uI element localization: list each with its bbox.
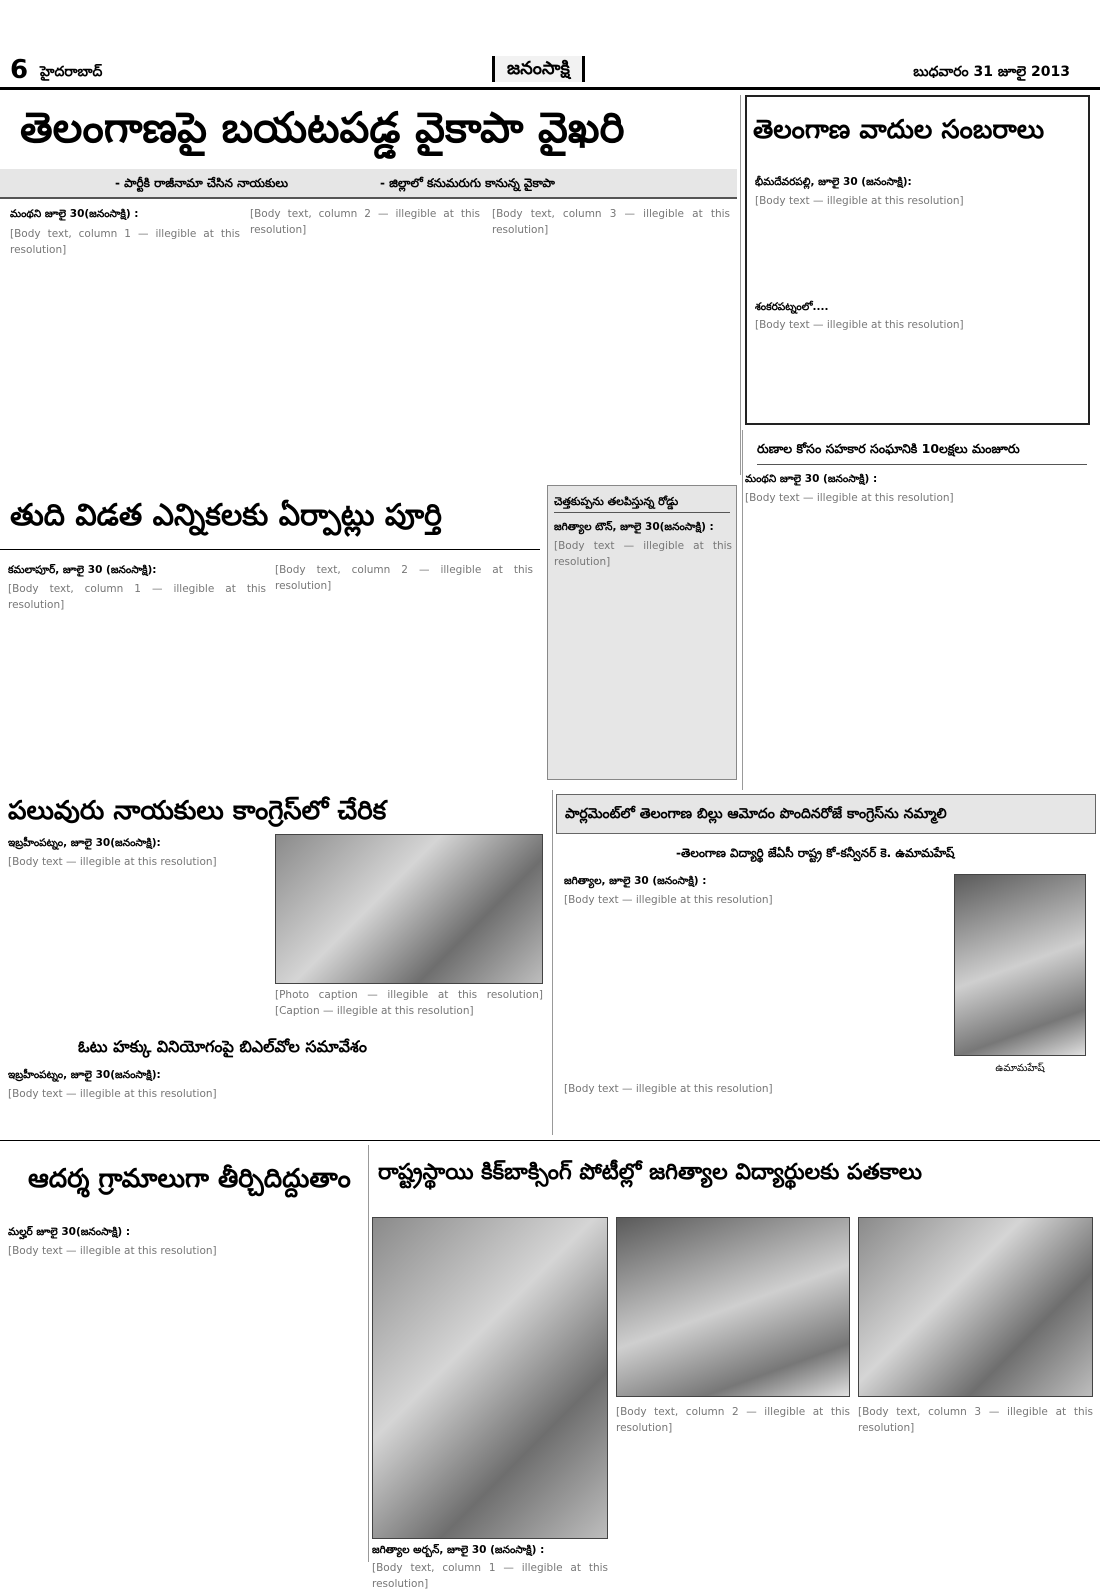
dateline: జగిత్యాల, జూలై 30 (జనంసాక్షి) : (564, 875, 707, 887)
article-body (616, 1405, 850, 1437)
article-body (492, 207, 730, 467)
photo-team (372, 1217, 608, 1539)
article-body (10, 207, 240, 467)
article-body (8, 836, 270, 871)
dateline: జగిత్యాల అర్బన్, జూలై 30 (జనంసాక్షి) : (372, 1544, 545, 1556)
headline: ఓటు హక్కు వినియోగంపై బిఎల్‌వోల సమావేశం (78, 1037, 367, 1056)
section-rule (0, 1140, 1100, 1141)
article-body (372, 1543, 608, 1592)
column-rule (742, 430, 743, 790)
body-paragraph: [Body text — illegible at this resolution] (8, 1087, 217, 1100)
photo-umamahesh (954, 874, 1086, 1056)
subheadline: -తెలంగాణ విద్యార్థి జేఏసీ రాష్ట్ర కో-కన్వీనర్ కె. ఉమామహేష్ (676, 846, 955, 860)
body-column: [Body text, column 3 — illegible at this resolution] (492, 208, 730, 236)
body-column: [Body text, column 2 — illegible at this resolution] (250, 208, 480, 236)
body-column: [Body text, column 1 — illegible at this resolution] (8, 582, 266, 611)
photo-medal-ceremony (616, 1217, 850, 1397)
article-body (275, 563, 533, 595)
body-paragraph: [Body text — illegible at this resolution] (564, 893, 773, 906)
article-congress-joining (0, 790, 548, 1026)
masthead: జనంసాక్షి (492, 56, 585, 82)
article-model-villages (0, 1145, 365, 1562)
dateline: ఇబ్రహీంపట్నం, జూలై 30(జనంసాక్షి): (8, 1069, 161, 1081)
body-paragraph: [Body text — illegible at this resolution] (564, 1083, 773, 1095)
body-column: [Body text, column 1 — illegible at this resolution] (372, 1561, 608, 1590)
photo-caption: ఉమామహేష్ (995, 1063, 1045, 1074)
dateline: కమలాపూర్, జూలై 30 (జనంసాక్షి): (8, 564, 157, 576)
article-celebrations (745, 95, 1090, 425)
headline: తుది విడత ఎన్నికలకు ఏర్పాట్లు పూర్తి (10, 498, 442, 533)
headline: చెత్తకుప్పను తలపిస్తున్న రోడ్డు (554, 492, 730, 513)
photo-caption (275, 988, 543, 1020)
dateline: భీమదేవరపల్లి, జూలై 30 (జనంసాక్షి): (755, 176, 912, 188)
headline: తెలంగాణ వాదుల సంబరాలు (753, 115, 1045, 145)
body-column: [Body text, column 1 — illegible at this resolution] (10, 227, 240, 256)
dateline: మంథని జూలై 30 (జనంసాక్షి) : (745, 473, 878, 485)
body-paragraph: [Body text — illegible at this resolution] (8, 1244, 217, 1257)
photo-officials (858, 1217, 1093, 1397)
article-garbage-road (547, 485, 737, 780)
body-paragraph: [Body text — illegible at this resolution] (745, 491, 954, 504)
article-body (554, 520, 732, 570)
article-body (755, 175, 1083, 334)
page-header (0, 52, 1100, 90)
article-body (745, 472, 1085, 507)
issue-date: బుధవారం 31 జూలై 2013 (913, 64, 1070, 80)
column-rule (368, 1145, 369, 1562)
city-label: హైదరాబాద్ (40, 64, 103, 80)
subheadline-bar (0, 169, 737, 199)
dateline: ఇబ్రహీంపట్నం, జూలై 30(జనంసాక్షి): (8, 837, 161, 849)
headline-rule (0, 549, 540, 550)
article-body (8, 1225, 358, 1260)
body-paragraph: [Body text — illegible at this resolution] (755, 194, 964, 207)
body-column: [Body text, column 3 — illegible at this resolution] (858, 1406, 1093, 1434)
article-body (564, 874, 944, 909)
headline: రాష్ట్రస్థాయి కిక్‌బాక్సింగ్ పోటీల్లో జగిత్యాల విద్యార్థులకు పతకాలు (378, 1160, 923, 1185)
subheadline-1: - పార్టీకి రాజీనామా చేసిన నాయకులు (115, 176, 289, 190)
headline: రుణాల కోసం సహకార సంఘానికి 10లక్షలు మంజూరు (757, 434, 1087, 465)
article-body (564, 1082, 1086, 1098)
headline: పార్లమెంట్‌లో తెలంగాణ బిల్లు ఆమోదం పొందినరోజే కాంగ్రెస్‌ను నమ్మాలి (565, 806, 947, 822)
article-body (8, 563, 266, 613)
article-blo-meeting (0, 1030, 548, 1138)
headline: తెలంగాణపై బయటపడ్డ వైకాపా వైఖరి (20, 103, 625, 152)
dateline: మంథని జూలై 30(జనంసాక్షి) : (10, 208, 139, 220)
column-rule (552, 790, 553, 1135)
body-column: [Body text, column 2 — illegible at this resolution] (616, 1406, 850, 1434)
article-body (250, 207, 480, 467)
dateline: మల్హర్ జూలై 30(జనంసాక్షి) : (8, 1226, 131, 1238)
body-paragraph: [Body text — illegible at this resolution] (554, 539, 732, 568)
headline: ఆదర్శ గ్రామాలుగా తీర్చిదిద్దుతాం (28, 1164, 351, 1194)
page-number: 6 (10, 55, 29, 85)
caption: [Photo caption — illegible at this resolution] (275, 989, 543, 1001)
article-elections (0, 485, 540, 785)
column-rule (740, 95, 741, 475)
body-column: [Body text, column 2 — illegible at this resolution] (275, 564, 533, 592)
subheadline-2: - జిల్లాలో కనుమరుగు కానున్న వైకాపా (380, 176, 555, 190)
article-kickboxing (372, 1145, 1100, 1590)
caption: [Caption — illegible at this resolution] (275, 1004, 474, 1017)
article-body (858, 1405, 1093, 1437)
body-paragraph: [Body text — illegible at this resolution] (755, 319, 964, 332)
headline-bar (556, 794, 1096, 834)
article-body (8, 1068, 543, 1103)
headline: పలువురు నాయకులు కాంగ్రెస్‌లో చేరిక (8, 796, 387, 826)
photo-leaders-joining (275, 834, 543, 984)
article-vaikapa (0, 95, 737, 472)
sub-dateline: శంకరపట్నంలో.... (755, 300, 829, 313)
article-loans (745, 430, 1090, 790)
body-paragraph: [Body text — illegible at this resolution] (8, 855, 217, 868)
dateline: జగిత్యాల టౌన్, జూలై 30(జనంసాక్షి) : (554, 521, 714, 533)
article-telangana-bill (556, 790, 1096, 1135)
